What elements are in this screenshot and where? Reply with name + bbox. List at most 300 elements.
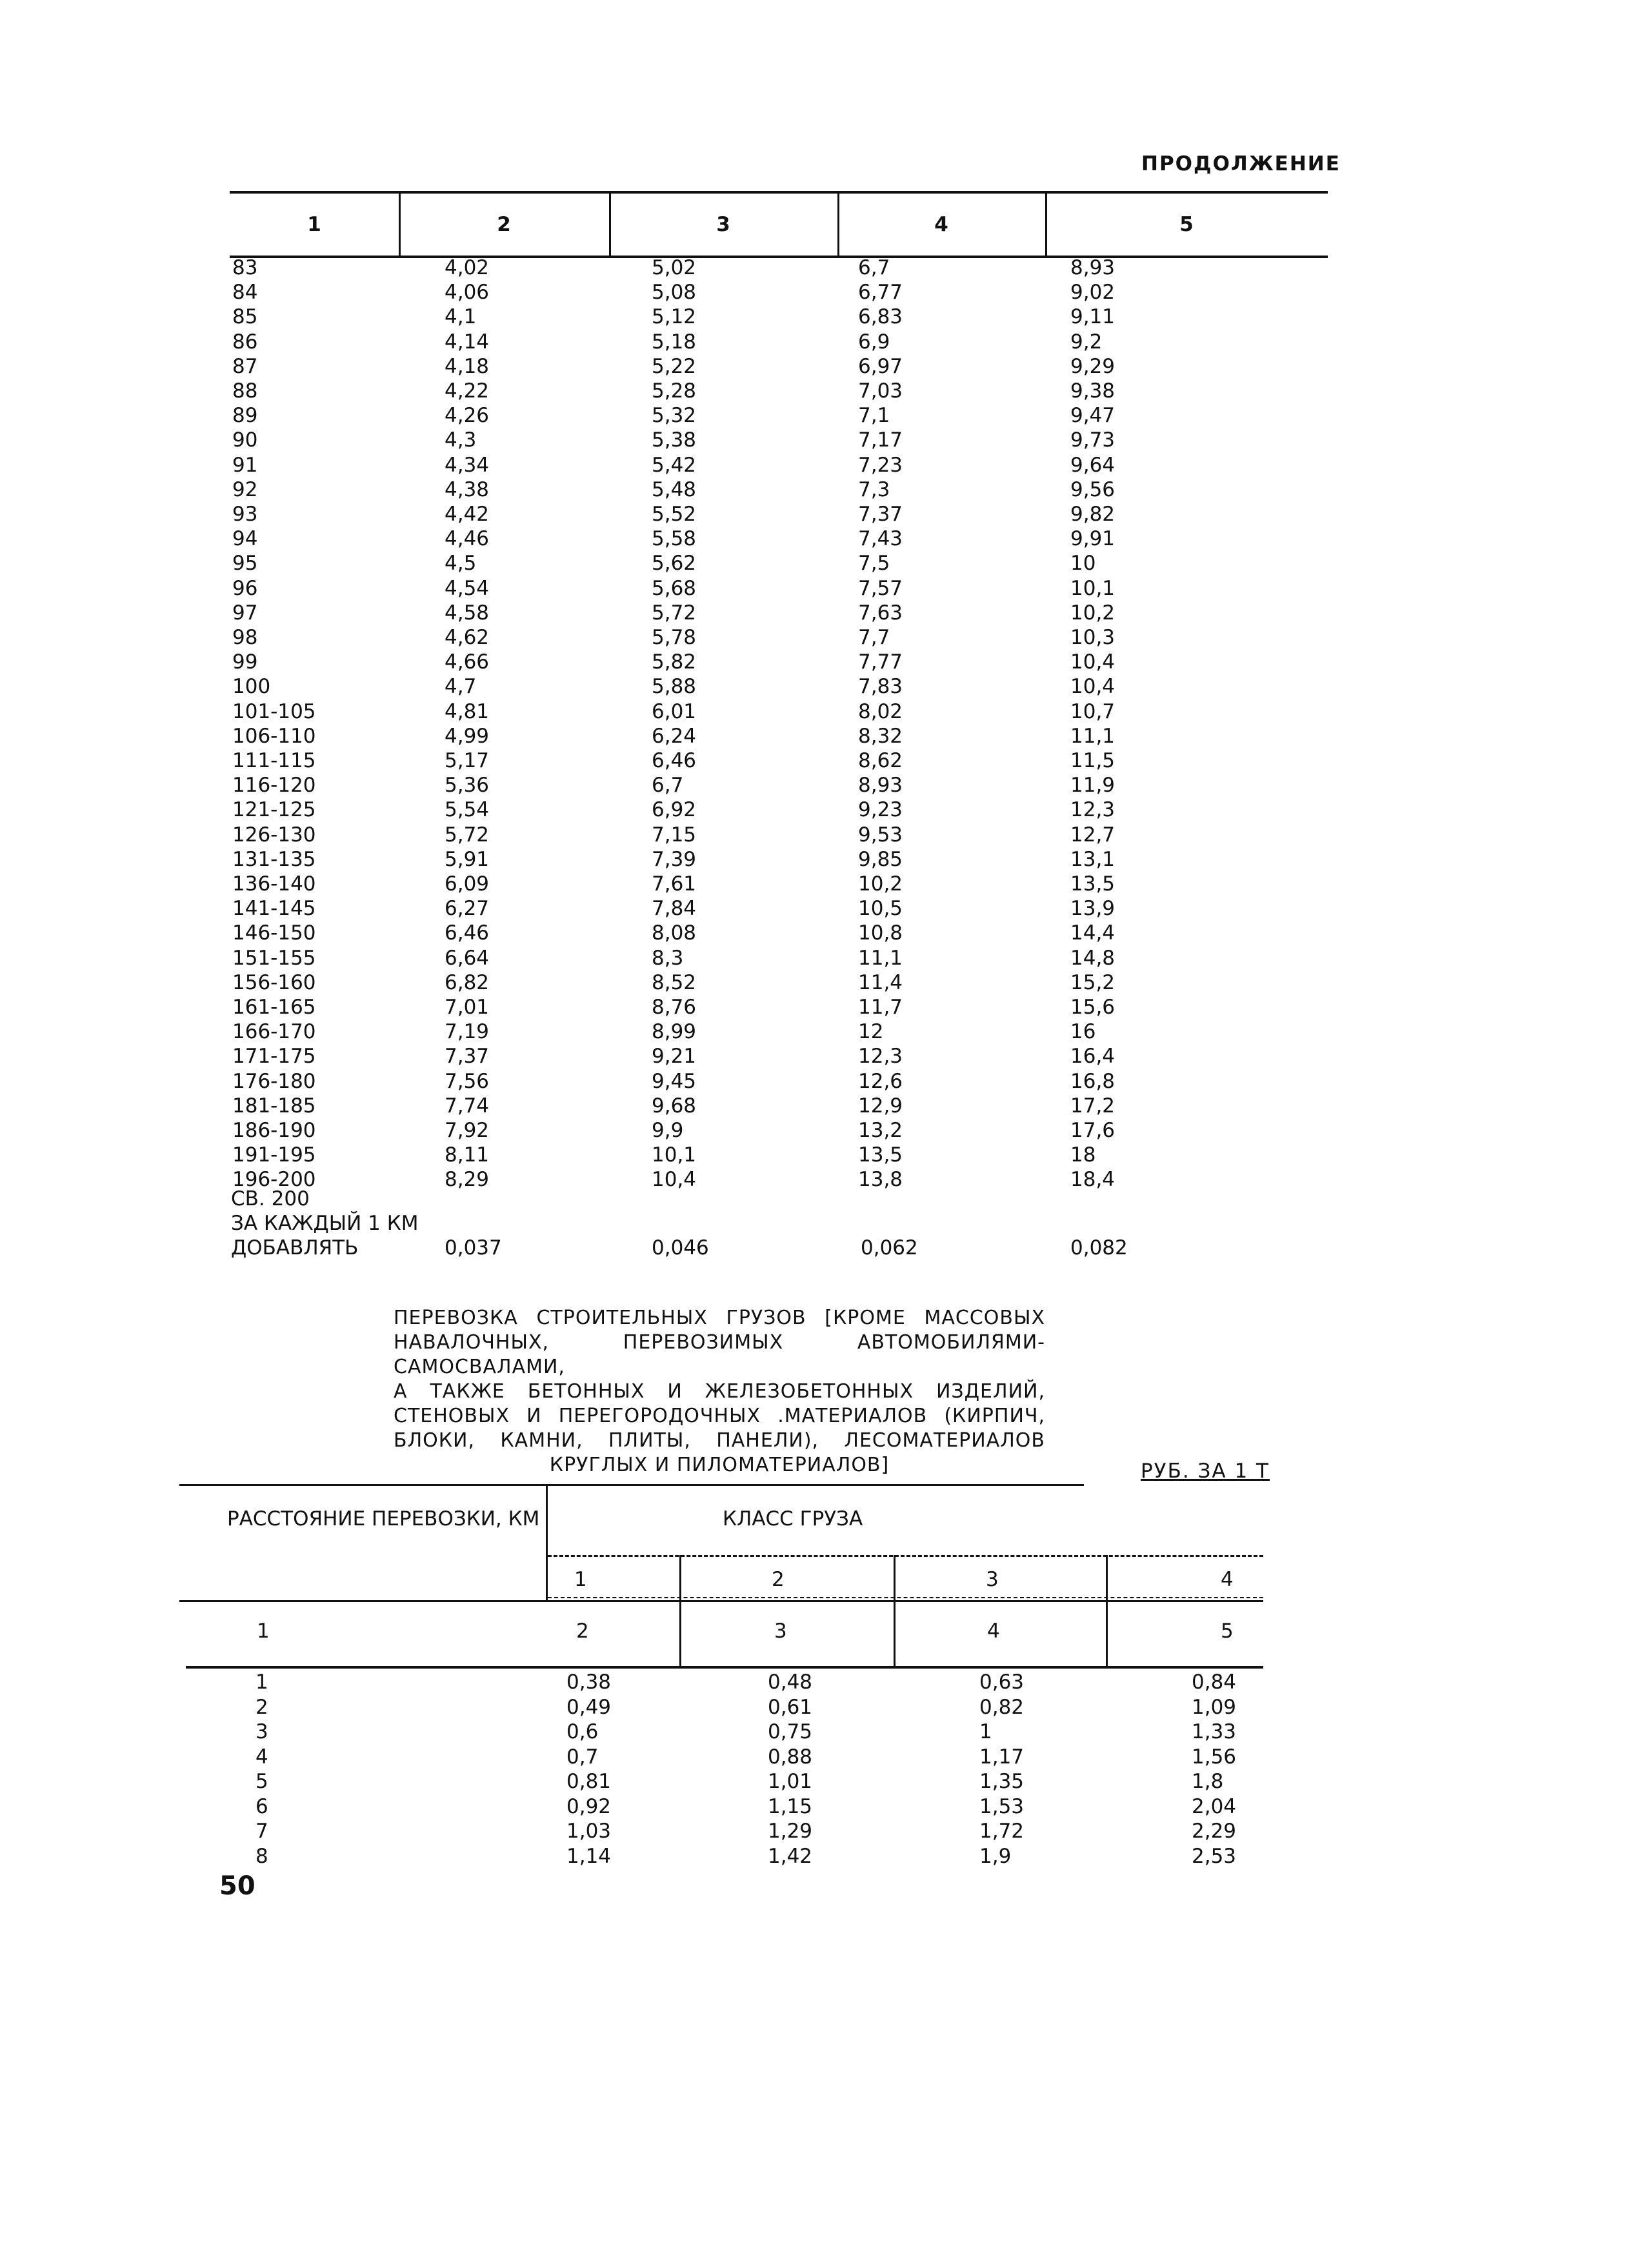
table-cell: 8,62 — [858, 749, 903, 772]
table-cell: 7,61 — [652, 872, 697, 896]
table-cell: 1,56 — [1192, 1745, 1237, 1769]
table-cell: 9,56 — [1070, 477, 1116, 501]
table-row — [230, 354, 1328, 379]
table-cell: 11,4 — [858, 970, 903, 994]
table-cell: 16,4 — [1070, 1045, 1116, 1069]
table-cell: 0,6 — [566, 1720, 599, 1743]
table-cell: 10,5 — [858, 897, 903, 921]
table-cell: 1,8 — [1192, 1770, 1224, 1793]
footer-value-5: 0,082 — [1070, 1236, 1128, 1259]
column-divider — [894, 1555, 896, 1668]
table-row — [179, 1844, 1263, 1869]
table-cell: 10,1 — [1070, 576, 1116, 600]
table-cell: 84 — [232, 281, 258, 305]
table-row — [179, 1769, 1263, 1794]
distance-header: РАССТОЯНИЕ ПЕРЕВОЗКИ, КМ — [227, 1507, 540, 1530]
table-cell: 12 — [858, 1020, 884, 1044]
table-cell: 11,1 — [858, 946, 903, 970]
table-cell: 6,01 — [652, 699, 697, 723]
table-cell: 6 — [255, 1794, 268, 1818]
table-cell: 5,02 — [652, 256, 697, 279]
table-cell: 6,7 — [652, 774, 684, 798]
table-cell: 7,57 — [858, 576, 903, 600]
cargo-class-header: КЛАСС ГРУЗА — [723, 1507, 863, 1530]
table-row — [230, 576, 1328, 601]
table-cell: 4,54 — [445, 576, 490, 600]
footer-add: ДОБАВЛЯТЬ — [231, 1236, 359, 1259]
table-cell: 1,14 — [566, 1844, 612, 1868]
table-cell: 1 — [979, 1720, 992, 1743]
table-cell: 12,6 — [858, 1069, 903, 1093]
table-row — [179, 1794, 1263, 1819]
table-cell: 2,04 — [1192, 1794, 1237, 1818]
table-cell: 4,99 — [445, 724, 490, 748]
table-cell: 5 — [255, 1770, 268, 1793]
table-cell: 12,3 — [858, 1045, 903, 1069]
table-cell: 2,53 — [1192, 1844, 1237, 1868]
table-cell: 176-180 — [232, 1069, 316, 1093]
table-cell: 8,93 — [1070, 256, 1116, 279]
dashed-rule — [548, 1597, 1263, 1598]
table-row — [230, 1167, 1328, 1192]
table-row — [230, 872, 1328, 896]
table-cell: 6,64 — [445, 946, 490, 970]
table-cell: 7,84 — [652, 897, 697, 921]
table-cell: 7,92 — [445, 1119, 490, 1142]
table-cell: 13,9 — [1070, 897, 1116, 921]
table-cell: 6,09 — [445, 872, 490, 896]
table-cell: 10,2 — [858, 872, 903, 896]
table-row — [230, 970, 1328, 995]
table-row — [230, 847, 1328, 872]
table-cell: 89 — [232, 404, 258, 428]
table-cell: 0,84 — [1192, 1671, 1237, 1694]
table-cell: 7,7 — [858, 626, 890, 649]
table-cell: 131-135 — [232, 847, 316, 871]
table-cell: 171-175 — [232, 1045, 316, 1069]
column-number-3: 3 — [774, 1620, 787, 1643]
table-cell: 1,29 — [768, 1820, 813, 1843]
table-cell: 7,1 — [858, 404, 890, 428]
column-header-1: 1 — [307, 213, 321, 236]
table-cell: 5,72 — [445, 823, 490, 847]
cargo-class-3: 3 — [986, 1568, 999, 1591]
table-cell: 8,93 — [858, 774, 903, 798]
table-cell: 4,34 — [445, 453, 490, 477]
table-cell: 4,5 — [445, 552, 477, 576]
table-cell: 4,14 — [445, 330, 490, 354]
table-row — [230, 379, 1328, 403]
rates-table-short-distance — [179, 1484, 1263, 1868]
table-cell: 9,45 — [652, 1069, 697, 1093]
table-cell: 5,68 — [652, 576, 697, 600]
table-cell: 13,1 — [1070, 847, 1116, 871]
table-cell: 6,24 — [652, 724, 697, 748]
header-bottom-rule — [186, 1666, 1263, 1669]
table-cell: 9,29 — [1070, 354, 1116, 378]
table-cell: 10,7 — [1070, 699, 1116, 723]
table-cell: 5,18 — [652, 330, 697, 354]
table-cell: 5,28 — [652, 379, 697, 403]
table-cell: 196-200 — [232, 1168, 316, 1192]
table-cell: 1,33 — [1192, 1720, 1237, 1743]
table-row — [230, 773, 1328, 798]
column-header-5: 5 — [1179, 213, 1194, 236]
table-cell: 5,72 — [652, 601, 697, 625]
table-cell: 7,17 — [858, 428, 903, 452]
cargo-class-2: 2 — [772, 1568, 785, 1591]
table-cell: 1,01 — [768, 1770, 813, 1793]
continuation-label: ПРОДОЛЖЕНИЕ — [1141, 152, 1341, 176]
table-cell: 7,37 — [858, 503, 903, 526]
footer-each-km: ЗА КАЖДЫЙ 1 КМ — [231, 1212, 419, 1235]
table-row — [230, 527, 1328, 551]
table-cell: 1,72 — [979, 1820, 1025, 1843]
table-cell: 15,6 — [1070, 996, 1116, 1019]
column-number-5: 5 — [1221, 1620, 1234, 1643]
table-row — [230, 650, 1328, 674]
table-cell: 8,29 — [445, 1168, 490, 1192]
table-cell: 151-155 — [232, 946, 316, 970]
column-divider — [546, 1484, 548, 1601]
table-cell: 10,8 — [858, 921, 903, 945]
table-cell: 10,4 — [652, 1168, 697, 1192]
title-line: КРУГЛЫХ И ПИЛОМАТЕРИАЛОВ] — [549, 1454, 890, 1476]
table-cell: 126-130 — [232, 823, 316, 847]
table-cell: 5,91 — [445, 847, 490, 871]
table-cell: 0,75 — [768, 1720, 813, 1743]
table-cell: 4,26 — [445, 404, 490, 428]
table-row — [179, 1695, 1263, 1720]
table-cell: 16 — [1070, 1020, 1096, 1044]
table-cell: 5,12 — [652, 305, 697, 329]
table-cell: 2 — [255, 1695, 268, 1719]
table-cell: 90 — [232, 428, 258, 452]
table-cell: 0,38 — [566, 1671, 612, 1694]
table-cell: 9,23 — [858, 798, 903, 822]
table-cell: 4,1 — [445, 305, 477, 329]
table-cell: 1 — [255, 1671, 268, 1694]
table-cell: 11,1 — [1070, 724, 1116, 748]
table-row — [230, 601, 1328, 625]
table-cell: 87 — [232, 354, 258, 378]
table-cell: 8,76 — [652, 996, 697, 1019]
table-cell: 86 — [232, 330, 258, 354]
table-cell: 7,43 — [858, 527, 903, 551]
table-cell: 4,42 — [445, 503, 490, 526]
table-cell: 4,58 — [445, 601, 490, 625]
unit-label: РУБ. ЗА 1 Т — [1140, 1460, 1270, 1483]
column-header-4: 4 — [934, 213, 948, 236]
table-row — [230, 453, 1328, 477]
table-cell: 1,09 — [1192, 1695, 1237, 1719]
table-cell: 18 — [1070, 1143, 1096, 1167]
table-cell: 7,23 — [858, 453, 903, 477]
table-cell: 93 — [232, 503, 258, 526]
table-cell: 18,4 — [1070, 1168, 1116, 1192]
table-cell: 4,81 — [445, 699, 490, 723]
table-cell: 121-125 — [232, 798, 316, 822]
table-cell: 8,02 — [858, 699, 903, 723]
table-cell: 1,9 — [979, 1844, 1012, 1868]
table-cell: 5,36 — [445, 774, 490, 798]
table-cell: 6,77 — [858, 281, 903, 305]
table-cell: 5,32 — [652, 404, 697, 428]
title-line: БЛОКИ, КАМНИ, ПЛИТЫ, ПАНЕЛИ), ЛЕСОМАТЕРИАЛОВ — [394, 1429, 1045, 1452]
table-cell: 85 — [232, 305, 258, 329]
table-cell: 9,53 — [858, 823, 903, 847]
table-cell: 5,58 — [652, 527, 697, 551]
footer-value-4: 0,062 — [861, 1236, 918, 1259]
table-cell: 91 — [232, 453, 258, 477]
table-cell: 16,8 — [1070, 1069, 1116, 1093]
table-cell: 9,85 — [858, 847, 903, 871]
table-cell: 7,39 — [652, 847, 697, 871]
title-line: НАВАЛОЧНЫХ, ПЕРЕВОЗИМЫХ АВТОМОБИЛЯМИ-САМОСВАЛАМИ, — [394, 1331, 1045, 1378]
table-cell: 97 — [232, 601, 258, 625]
table-cell: 7,19 — [445, 1020, 490, 1044]
table-cell: 13,5 — [858, 1143, 903, 1167]
table-cell: 106-110 — [232, 724, 316, 748]
table-cell: 13,5 — [1070, 872, 1116, 896]
table-cell: 8,32 — [858, 724, 903, 748]
table-cell: 141-145 — [232, 897, 316, 921]
table-cell: 0,81 — [566, 1770, 612, 1793]
table-header-row — [230, 191, 1328, 258]
table-cell: 161-165 — [232, 996, 316, 1019]
table-cell: 8 — [255, 1844, 268, 1868]
table-cell: 7,74 — [445, 1094, 490, 1118]
table-cell: 83 — [232, 256, 258, 279]
title-line: СТЕНОВЫХ И ПЕРЕГОРОДОЧНЫХ .МАТЕРИАЛОВ (КИРПИЧ, — [394, 1405, 1045, 1427]
table-cell: 6,46 — [445, 921, 490, 945]
column-number-1: 1 — [257, 1620, 270, 1643]
table-cell: 5,78 — [652, 626, 697, 649]
table-cell: 156-160 — [232, 970, 316, 994]
table-cell: 17,6 — [1070, 1119, 1116, 1142]
table-cell: 9,02 — [1070, 281, 1116, 305]
column-header-3: 3 — [716, 213, 730, 236]
table-cell: 4,22 — [445, 379, 490, 403]
table-cell: 0,92 — [566, 1794, 612, 1818]
table-cell: 88 — [232, 379, 258, 403]
table-cell: 14,4 — [1070, 921, 1116, 945]
table-cell: 5,17 — [445, 749, 490, 772]
table-cell: 4,18 — [445, 354, 490, 378]
footer-over-200: СВ. 200 — [231, 1187, 310, 1210]
table-cell: 7,01 — [445, 996, 490, 1019]
column-divider — [679, 1555, 681, 1668]
table-cell: 6,92 — [652, 798, 697, 822]
table-row — [230, 674, 1328, 699]
cargo-class-4: 4 — [1221, 1568, 1234, 1591]
table-row — [230, 724, 1328, 748]
table-row — [230, 699, 1328, 724]
table-cell: 3 — [255, 1720, 268, 1743]
table-cell: 17,2 — [1070, 1094, 1116, 1118]
table-cell: 0,49 — [566, 1695, 612, 1719]
table-cell: 0,88 — [768, 1745, 813, 1769]
table-cell: 8,11 — [445, 1143, 490, 1167]
footer-value-3: 0,046 — [652, 1236, 709, 1259]
table-cell: 5,42 — [652, 453, 697, 477]
table-row — [230, 1094, 1328, 1118]
table-cell: 10,3 — [1070, 626, 1116, 649]
table-cell: 4,7 — [445, 675, 477, 699]
table-cell: 5,08 — [652, 281, 697, 305]
table-cell: 7,63 — [858, 601, 903, 625]
table-row — [230, 1118, 1328, 1143]
table-row — [230, 823, 1328, 847]
table-row — [230, 280, 1328, 305]
table-cell: 9,11 — [1070, 305, 1116, 329]
table-cell: 11,5 — [1070, 749, 1116, 772]
table-cell: 1,15 — [768, 1794, 813, 1818]
table-cell: 11,7 — [858, 996, 903, 1019]
table-cell: 94 — [232, 527, 258, 551]
table-cell: 4,06 — [445, 281, 490, 305]
table-cell: 8,3 — [652, 946, 684, 970]
table-cell: 7,03 — [858, 379, 903, 403]
table-cell: 6,83 — [858, 305, 903, 329]
table-cell: 10,1 — [652, 1143, 697, 1167]
table-cell: 166-170 — [232, 1020, 316, 1044]
table-cell: 9,91 — [1070, 527, 1116, 551]
table-cell: 10,2 — [1070, 601, 1116, 625]
column-divider — [1106, 1555, 1108, 1668]
table-row — [230, 798, 1328, 822]
table-cell: 2,29 — [1192, 1820, 1237, 1843]
table-row — [230, 502, 1328, 527]
table-row — [230, 896, 1328, 921]
table-cell: 8,52 — [652, 970, 697, 994]
table-cell: 9,9 — [652, 1119, 684, 1142]
table-cell: 5,82 — [652, 650, 697, 674]
table-cell: 6,82 — [445, 970, 490, 994]
table-cell: 8,99 — [652, 1020, 697, 1044]
table-cell: 10,4 — [1070, 650, 1116, 674]
dashed-rule — [548, 1555, 1263, 1557]
table-row — [179, 1745, 1263, 1769]
table-row — [230, 477, 1328, 502]
table-row — [179, 1670, 1263, 1694]
header-rule — [179, 1600, 1263, 1602]
table-cell: 9,82 — [1070, 503, 1116, 526]
table-cell: 6,27 — [445, 897, 490, 921]
cargo-class-1: 1 — [574, 1568, 587, 1591]
table-cell: 7,3 — [858, 477, 890, 501]
table-cell: 12,3 — [1070, 798, 1116, 822]
title-line: А ТАКЖЕ БЕТОННЫХ И ЖЕЛЕЗОБЕТОННЫХ ИЗДЕЛИЙ, — [394, 1380, 1045, 1403]
table-cell: 5,22 — [652, 354, 697, 378]
table-cell: 146-150 — [232, 921, 316, 945]
table-row — [230, 403, 1328, 428]
table-cell: 10 — [1070, 552, 1096, 576]
table-row — [230, 1044, 1328, 1069]
table-cell: 15,2 — [1070, 970, 1116, 994]
table-row — [230, 428, 1328, 452]
table-cell: 9,2 — [1070, 330, 1103, 354]
table-cell: 92 — [232, 477, 258, 501]
table-cell: 100 — [232, 675, 271, 699]
table-cell: 4,3 — [445, 428, 477, 452]
page-number: 50 — [219, 1871, 255, 1901]
table-cell: 7,5 — [858, 552, 890, 576]
table-row — [230, 256, 1328, 280]
table-cell: 5,54 — [445, 798, 490, 822]
title-line: ПЕРЕВОЗКА СТРОИТЕЛЬНЫХ ГРУЗОВ [КРОМЕ МАССОВЫХ — [394, 1307, 1045, 1329]
table-cell: 7,37 — [445, 1045, 490, 1069]
table-cell: 181-185 — [232, 1094, 316, 1118]
table-cell: 4,38 — [445, 477, 490, 501]
table-cell: 9,38 — [1070, 379, 1116, 403]
table-cell: 9,64 — [1070, 453, 1116, 477]
table-cell: 136-140 — [232, 872, 316, 896]
table-cell: 9,73 — [1070, 428, 1116, 452]
table-cell: 9,47 — [1070, 404, 1116, 428]
column-number-2: 2 — [576, 1620, 589, 1643]
table-cell: 14,8 — [1070, 946, 1116, 970]
rates-table-continued — [230, 191, 1328, 1192]
table-row — [230, 625, 1328, 650]
table-body — [230, 256, 1328, 1301]
table-cell: 5,48 — [652, 477, 697, 501]
table-cell: 7,56 — [445, 1069, 490, 1093]
table-cell: 0,63 — [979, 1671, 1025, 1694]
table-row — [230, 946, 1328, 970]
table-cell: 4,66 — [445, 650, 490, 674]
table-cell: 101-105 — [232, 699, 316, 723]
table-cell: 8,08 — [652, 921, 697, 945]
table-row — [230, 305, 1328, 329]
table-row — [230, 1143, 1328, 1167]
table-cell: 12,9 — [858, 1094, 903, 1118]
table-cell: 9,21 — [652, 1045, 697, 1069]
table-cell: 6,97 — [858, 354, 903, 378]
table-cell: 4,02 — [445, 256, 490, 279]
table-cell: 1,35 — [979, 1770, 1025, 1793]
table-cell: 11,9 — [1070, 774, 1116, 798]
table-cell: 0,48 — [768, 1671, 813, 1694]
table-cell: 4 — [255, 1745, 268, 1769]
table-cell: 116-120 — [232, 774, 316, 798]
section-title — [394, 1306, 1045, 1478]
table-cell: 0,61 — [768, 1695, 813, 1719]
table-cell: 5,52 — [652, 503, 697, 526]
table-cell: 99 — [232, 650, 258, 674]
table-cell: 98 — [232, 626, 258, 649]
column-number-4: 4 — [987, 1620, 1000, 1643]
table-cell: 12,7 — [1070, 823, 1116, 847]
table-cell: 111-115 — [232, 749, 316, 772]
table-row — [230, 995, 1328, 1019]
table-cell: 186-190 — [232, 1119, 316, 1142]
table-cell: 6,7 — [858, 256, 890, 279]
table-cell: 191-195 — [232, 1143, 316, 1167]
table-row — [230, 1019, 1328, 1044]
table-cell: 1,03 — [566, 1820, 612, 1843]
table-cell: 10,4 — [1070, 675, 1116, 699]
table-cell: 7,83 — [858, 675, 903, 699]
table-cell: 95 — [232, 552, 258, 576]
table-row — [230, 921, 1328, 945]
table-cell: 4,46 — [445, 527, 490, 551]
column-header-2: 2 — [497, 213, 511, 236]
table-cell: 13,2 — [858, 1119, 903, 1142]
table-row — [230, 748, 1328, 773]
table-cell: 4,62 — [445, 626, 490, 649]
footer-value-2: 0,037 — [445, 1236, 502, 1259]
